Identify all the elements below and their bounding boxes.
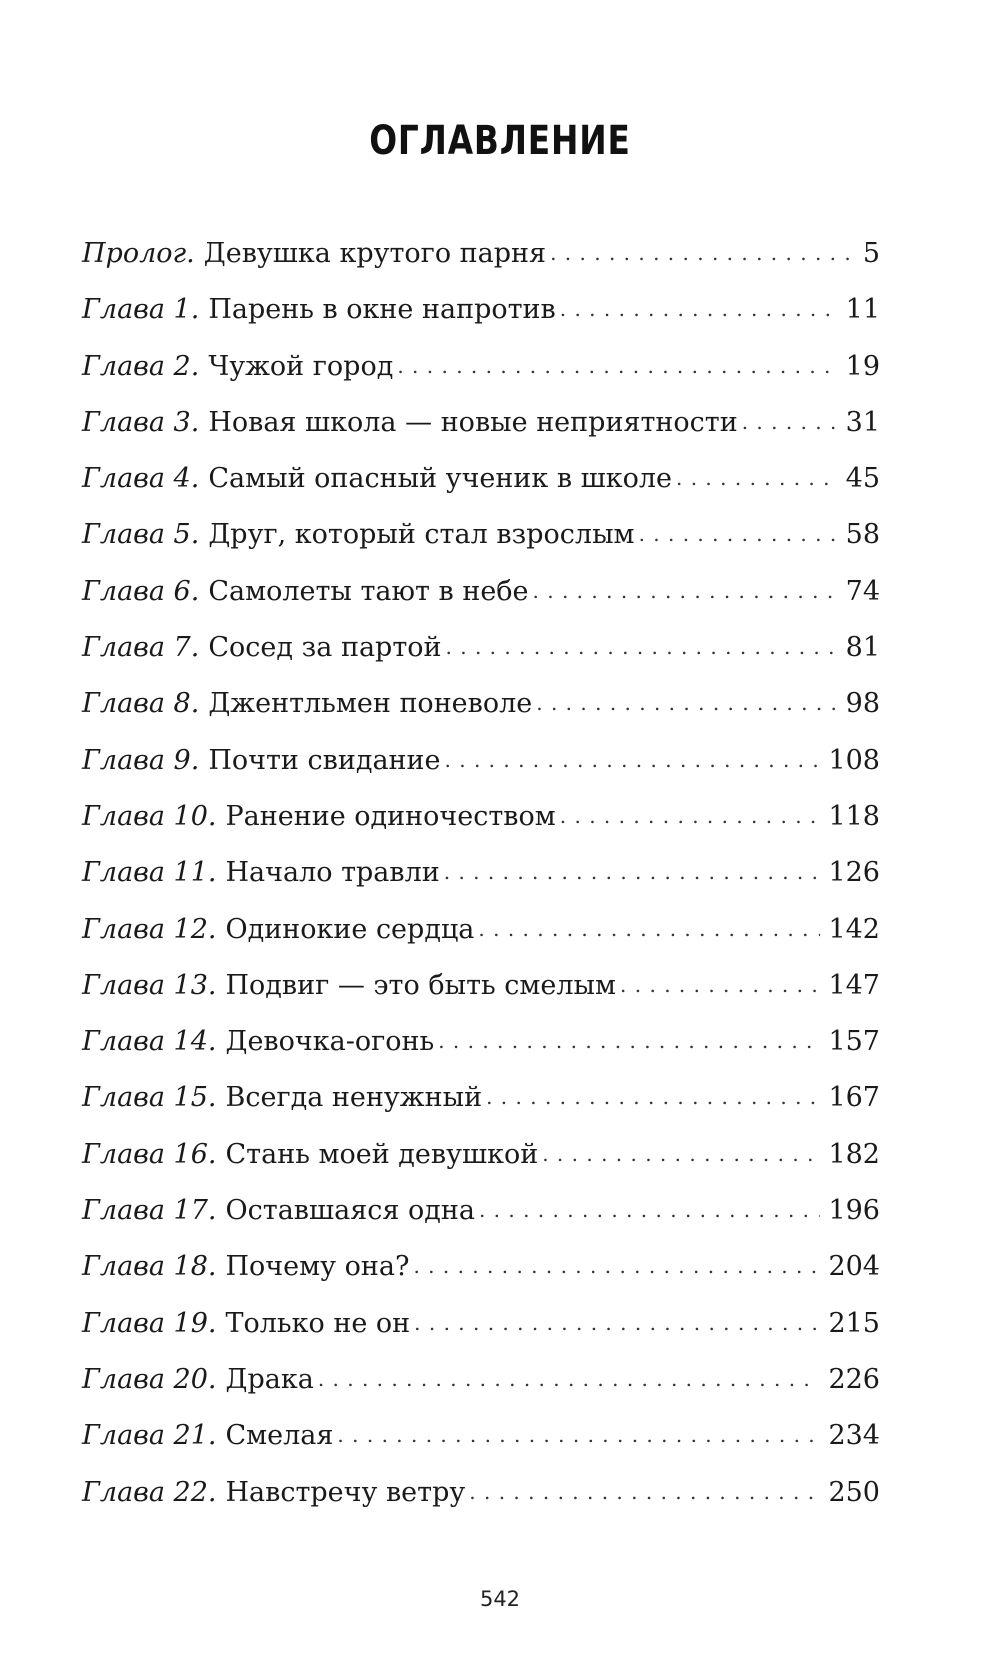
dot-leader <box>337 1423 820 1447</box>
toc-entry-page: 204 <box>828 1251 880 1283</box>
toc-entry <box>82 857 880 913</box>
toc-entry-title: Смелая <box>225 1420 334 1452</box>
toc-entry-label: Глава 12. <box>82 913 217 945</box>
page-title: ОГЛАВЛЕНИЕ <box>369 118 631 164</box>
toc-entry-page: 157 <box>828 1026 880 1058</box>
dot-leader <box>479 1198 821 1222</box>
toc-entry-label: Глава 15. <box>82 1082 217 1114</box>
toc-entry <box>82 688 880 744</box>
toc-entry-label: Глава 21. <box>82 1420 217 1452</box>
dot-leader <box>542 1142 820 1166</box>
dot-leader <box>318 1367 821 1391</box>
toc-entry-label: Глава 8. <box>82 688 200 720</box>
toc-entry-page: 250 <box>828 1476 880 1508</box>
dot-leader <box>536 691 837 715</box>
toc-entry-title: Друг, который стал взрослым <box>208 519 635 551</box>
toc-entry-page: 226 <box>828 1363 880 1395</box>
page-number: 542 <box>479 1587 521 1611</box>
toc-entry <box>82 1082 880 1138</box>
toc-entry <box>82 463 880 519</box>
toc-entry-page: 118 <box>828 800 880 832</box>
toc-entry-page: 98 <box>845 688 880 720</box>
toc-entry-label: Глава 7. <box>82 632 200 664</box>
toc-entry <box>82 1195 880 1251</box>
dot-leader <box>438 1029 820 1053</box>
dot-leader <box>620 973 820 997</box>
toc-entry-title: Новая школа — новые неприятности <box>208 406 738 438</box>
toc-entry-label: Глава 19. <box>82 1307 217 1339</box>
dot-leader <box>444 860 821 884</box>
dot-leader <box>413 1254 820 1278</box>
toc-entry-title: Драка <box>225 1363 314 1395</box>
dot-leader <box>560 297 838 321</box>
toc-entry <box>82 294 880 350</box>
toc-entry-label: Глава 14. <box>82 1026 217 1058</box>
toc-entry-label: Глава 16. <box>82 1138 217 1170</box>
toc-entry-title: Стань моей девушкой <box>225 1138 539 1170</box>
toc-entry <box>82 1139 880 1195</box>
toc-entry-page: 74 <box>845 575 880 607</box>
toc-entry-label: Глава 2. <box>82 350 200 382</box>
table-of-contents <box>82 238 880 1533</box>
toc-entry-title: Девушка крутого парня <box>203 238 547 269</box>
dot-leader <box>639 522 838 546</box>
toc-entry <box>82 238 880 294</box>
toc-entry-title: Навстречу ветру <box>225 1476 466 1508</box>
toc-entry-title: Джентльмен поневоле <box>208 688 533 720</box>
dot-leader <box>550 241 855 265</box>
toc-entry <box>82 407 880 463</box>
toc-entry-page: 31 <box>845 406 880 438</box>
toc-entry-label: Глава 13. <box>82 969 217 1001</box>
dot-leader <box>676 466 838 490</box>
dot-leader <box>397 354 837 378</box>
toc-entry <box>82 745 880 801</box>
toc-entry-title: Почти свидание <box>208 744 441 776</box>
toc-entry-title: Одинокие сердца <box>225 913 475 945</box>
toc-entry-title: Оставшаяся одна <box>225 1195 475 1227</box>
toc-entry-title: Почему она? <box>225 1251 410 1283</box>
toc-entry-label: Глава 1. <box>82 294 200 326</box>
toc-entry-label: Глава 9. <box>82 744 200 776</box>
toc-entry <box>82 1026 880 1082</box>
toc-entry-page: 11 <box>845 294 880 326</box>
toc-entry-title: Ранение одиночеством <box>225 800 556 832</box>
toc-entry <box>82 576 880 632</box>
toc-entry-title: Самолеты тают в небе <box>208 575 529 607</box>
toc-entry-page: 19 <box>845 350 880 382</box>
toc-entry-label: Глава 20. <box>82 1363 217 1395</box>
toc-entry <box>82 1308 880 1364</box>
toc-entry <box>82 801 880 857</box>
toc-entry-title: Подвиг — это быть смелым <box>225 969 617 1001</box>
toc-entry-label: Глава 22. <box>82 1476 217 1508</box>
toc-entry <box>82 1420 880 1476</box>
toc-entry <box>82 1251 880 1307</box>
toc-entry-title: Девочка-огонь <box>225 1026 435 1058</box>
toc-entry-page: 147 <box>828 969 880 1001</box>
toc-entry-label: Глава 10. <box>82 800 217 832</box>
toc-entry-label: Глава 17. <box>82 1195 217 1227</box>
toc-entry-label: Глава 4. <box>82 463 200 495</box>
dot-leader <box>742 410 838 434</box>
toc-entry-page: 167 <box>828 1082 880 1114</box>
toc-entry-label: Глава 5. <box>82 519 200 551</box>
toc-entry-page: 215 <box>828 1307 880 1339</box>
toc-entry-title: Сосед за партой <box>208 632 442 664</box>
toc-entry <box>82 970 880 1026</box>
toc-entry-title: Чужой город <box>208 350 394 382</box>
toc-entry <box>82 351 880 407</box>
toc-entry-page: 196 <box>828 1195 880 1227</box>
toc-entry-title: Парень в окне напротив <box>208 294 556 326</box>
toc-entry-page: 5 <box>862 238 880 269</box>
toc-entry-title: Самый опасный ученик в школе <box>208 463 672 495</box>
dot-leader <box>486 1085 820 1109</box>
dot-leader <box>446 635 838 659</box>
toc-entry-page: 81 <box>845 632 880 664</box>
toc-entry-page: 142 <box>828 913 880 945</box>
toc-entry-title: Всегда ненужный <box>225 1082 483 1114</box>
toc-entry-title: Начало травли <box>225 857 440 889</box>
toc-entry-label: Глава 11. <box>82 857 217 889</box>
toc-entry <box>82 914 880 970</box>
toc-entry-page: 108 <box>828 744 880 776</box>
dot-leader <box>560 804 821 828</box>
toc-entry <box>82 632 880 688</box>
toc-entry <box>82 1364 880 1420</box>
toc-entry-title: Только не он <box>225 1307 411 1339</box>
dot-leader <box>478 917 820 941</box>
toc-entry <box>82 519 880 575</box>
toc-entry-label: Глава 18. <box>82 1251 217 1283</box>
toc-entry-label: Пролог. <box>82 238 195 269</box>
toc-entry-label: Глава 6. <box>82 575 200 607</box>
toc-entry-label: Глава 3. <box>82 406 200 438</box>
toc-entry-page: 234 <box>828 1420 880 1452</box>
dot-leader <box>469 1480 820 1504</box>
toc-entry-page: 58 <box>845 519 880 551</box>
toc-entry-page: 45 <box>845 463 880 495</box>
toc-entry-page: 126 <box>828 857 880 889</box>
dot-leader <box>533 579 838 603</box>
toc-entry <box>82 1477 880 1533</box>
dot-leader <box>414 1311 820 1335</box>
dot-leader <box>445 748 821 772</box>
toc-entry-page: 182 <box>828 1138 880 1170</box>
